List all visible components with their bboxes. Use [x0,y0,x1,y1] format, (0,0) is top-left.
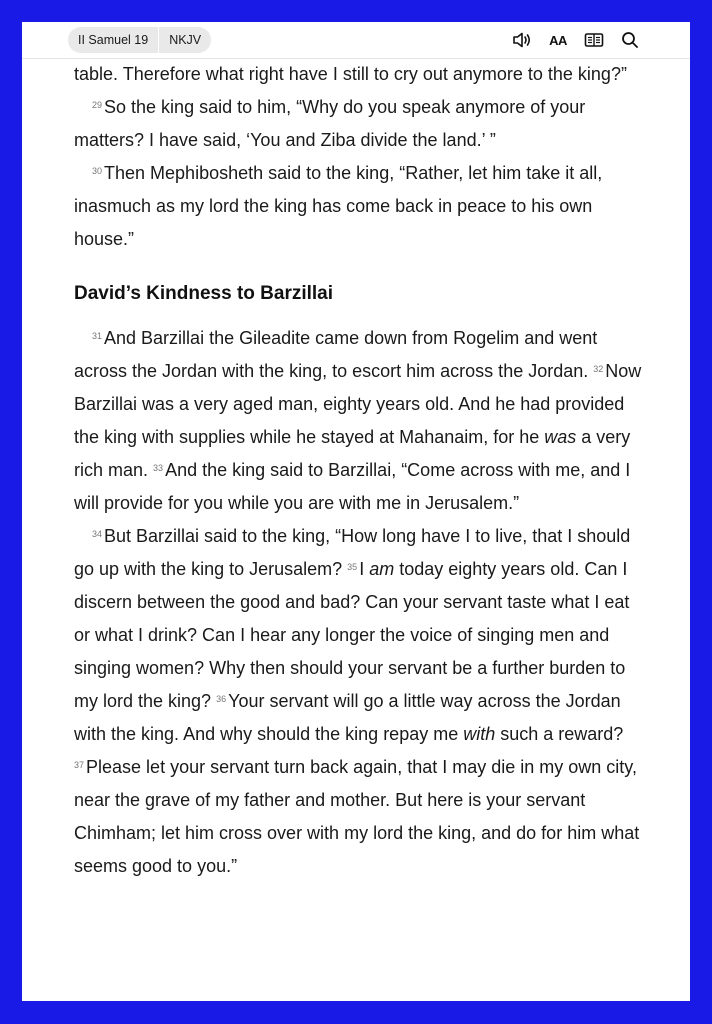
reader-window [22,22,690,1001]
paragraph [74,157,644,256]
verse-number[interactable]: 32 [593,364,604,374]
section-heading: David’s Kindness to Barzillai [74,283,334,304]
top-toolbar [22,22,690,59]
audio-icon[interactable] [512,30,532,50]
verse-text: So the king said to him, “Why do you speak anymore of your matters? I have said, ‘You and Ziba divide the land.’ ” [74,97,586,150]
toolbar-actions [512,30,640,50]
paragraph [74,322,644,520]
verse-text: I [359,559,370,579]
verse-text: And the king said to Barzillai, “Come across with me, and I will provide for you while you are with me in Jerusalem.” [74,460,631,513]
paragraph-continuation [74,58,644,91]
verse-text: Now Barzillai was a very aged man, eighty years old. And he had provided the king with supplies while he stayed at Mahanaim, for he [74,361,642,447]
scripture-text [74,58,644,883]
passage-selector[interactable] [68,27,211,53]
verse-text: And Barzillai the Gileadite came down from Rogelim and went across the Jordan with the king, to escort him across the Jordan. [74,328,598,381]
verse-number[interactable]: 37 [74,760,85,770]
verse-number[interactable]: 30 [92,166,103,176]
book-chapter-button[interactable]: II Samuel 19 [78,33,149,47]
verse-text: Your servant will go a little way across the Jordan with the king. And why should the king repay me [74,691,621,744]
verse-text: such a reward? [495,724,624,744]
verse-number[interactable]: 34 [92,529,103,539]
verse-text: a very rich man. [74,427,631,480]
text-size-label: AA [549,32,567,48]
verse-number[interactable]: 36 [216,694,227,704]
paragraph [74,520,644,883]
verse-text: table. Therefore what right have I still to cry out anymore to the king?” [74,64,627,84]
verse-number[interactable]: 29 [92,100,103,110]
verse-text: Please let your servant turn back again, that I may die in my own city, near the grave of my father and mother. But here is your servant Chimham; let him cross over with my lord the king, and do for him what seems good to you.” [74,757,640,876]
verse-number[interactable]: 31 [92,331,103,341]
italic-word: was [544,427,577,447]
reading-view-icon[interactable] [584,30,604,50]
verse-text: today eighty years old. Can I discern between the good and bad? Can your servant taste what I eat or what I drink? Can I hear any longer the voice of singing men and singing women? Why then should your servant be a further burden to my lord the king? [74,559,630,711]
verse-text: But Barzillai said to the king, “How long have I to live, that I should go up with the king to Jerusalem? [74,526,631,579]
translation-button[interactable]: NKJV [169,33,202,47]
italic-word: with [463,724,496,744]
text-size-icon[interactable] [548,30,568,50]
verse-number[interactable]: 35 [347,562,358,572]
verse-text: Then Mephibosheth said to the king, “Rather, let him take it all, inasmuch as my lord the king has come back in peace to his own house.” [74,163,603,249]
verse-number[interactable]: 33 [153,463,164,473]
italic-word: am [369,559,395,579]
paragraph [74,91,644,157]
search-icon[interactable] [620,30,640,50]
